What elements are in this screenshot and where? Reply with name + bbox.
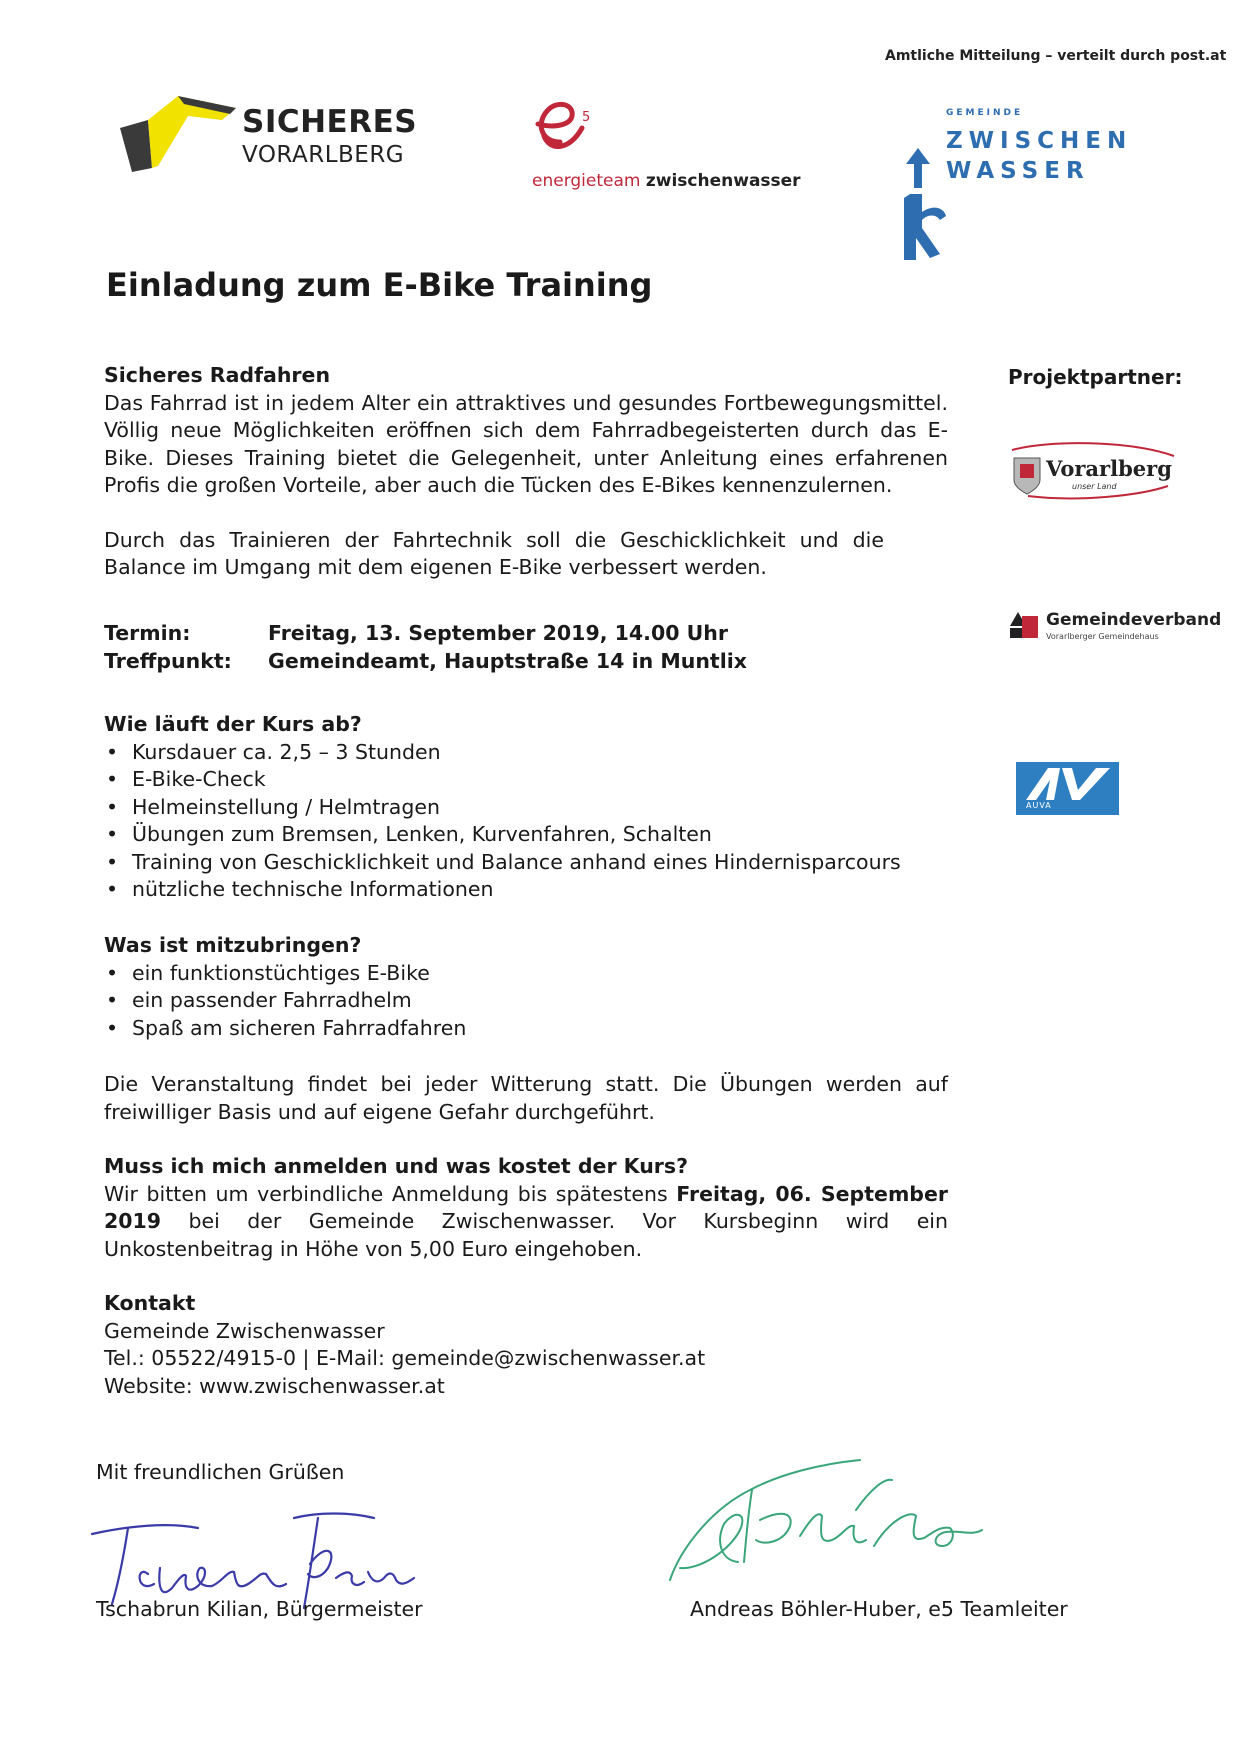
treffpunkt-value: Gemeindeamt, Hauptstraße 14 in Muntlix [268,648,747,673]
list-item: • Kursdauer ca. 2,5 – 3 Stunden [104,739,948,767]
registration-text-a: Wir bitten um verbindliche Anmeldung bis spätestens [104,1181,677,1206]
bring-heading: Was ist mitzubringen? [104,933,362,957]
signer-right-name: Andreas Böhler-Huber, e5 Teamleiter [690,1597,1068,1621]
termin-row [104,620,948,648]
sicheres-vorarlberg-line2: VORARLBERG [242,142,405,168]
contact-section [104,1290,948,1400]
list-item: • Helmeinstellung / Helmtragen [104,794,948,822]
greeting: Mit freundlichen Grüßen [96,1460,345,1484]
auva-name: AUVA [1026,801,1052,810]
official-notice: Amtliche Mitteilung – verteilt durch post.at [885,48,1227,64]
list-item: • ein passender Fahrradhelm [104,987,948,1015]
event-info [104,620,948,675]
registration-heading: Muss ich mich anmelden und was kostet der Kurs? [104,1154,689,1178]
list-item: • Übungen zum Bremsen, Lenken, Kurvenfahren, Schalten [104,821,948,849]
signer-left-name: Tschabrun Kilian, Bürgermeister [96,1597,423,1621]
page-title: Einladung zum E-Bike Training [106,266,653,304]
gemeindeverband-logo [1008,608,1222,648]
gemeinde-zwischenwasser-logo [900,106,1133,256]
weather-text: Die Veranstaltung findet bei jeder Witterung statt. Die Übungen werden auf freiwilliger Basis und auf eigene Gefahr durchgeführt. [104,1072,948,1124]
list-item: • Spaß am sicheren Fahrradfahren [104,1015,948,1043]
e5-caption-energieteam: energieteam [532,171,641,191]
termin-label: Termin: [104,621,191,645]
gemeinde-label: GEMEINDE [946,108,1024,118]
gemeinde-name-line2: WASSER [946,158,1090,184]
vorarlberg-subtitle: unser Land [1072,482,1117,491]
registration-deadline: Freitag, 06. September 2019 [104,1181,948,1233]
bring-list [104,960,948,1043]
gemeinde-name-line1: ZWISCHEN [946,128,1133,154]
list-item: • E-Bike-Check [104,766,948,794]
contact-heading: Kontakt [104,1291,196,1315]
e5-superscript: 5 [582,110,591,125]
e5-mark-icon [530,96,610,166]
contact-website: Website: www.zwischenwasser.at [104,1373,445,1398]
contact-tel-email: Tel.: 05522/4915-0 | E-Mail: gemeinde@zwischenwasser.at [104,1346,706,1370]
weather-note [104,1071,948,1126]
partners-title: Projektpartner: [1008,365,1183,389]
bring-section [104,932,948,1042]
list-item: • Training von Geschicklichkeit und Balance anhand eines Hindernisparcours [104,849,948,877]
vorarlberg-logo [1008,436,1178,502]
gemeindeverband-subtitle: Vorarlberger Gemeindehaus [1046,632,1159,641]
intro-paragraph-1: Das Fahrrad ist in jedem Alter ein attraktives und gesundes Fortbewegungsmittel. Völlig neue Möglichkeiten eröffnen sich dem Fahrradbegeisterten durch das E-Bike. Dieses Training bietet die Gelegenheit, unter Anleitung eines erfahrenen Profis die großen Vorteile, aber auch die Tücken des E-Bikes kennenzulernen. [104,390,948,497]
sicheres-vorarlberg-logo [118,90,418,180]
termin-value: Freitag, 13. September 2019, 14.00 Uhr [268,621,728,645]
registration-section [104,1153,948,1263]
sicheres-vorarlberg-line1: SICHERES [242,104,418,140]
registration-text-b: bei der Gemeinde Zwischenwasser. Vor Kursbeginn wird ein Unkostenbeitrag in Höhe von 5,00 Euro eingehoben. [104,1209,948,1261]
treffpunkt-row [104,648,948,676]
course-section [104,711,948,904]
auva-logo [1016,762,1119,815]
intro-section [104,362,948,582]
gemeindeverband-name: Gemeindeverband [1046,610,1222,630]
sicheres-vorarlberg-mark-icon [118,90,238,180]
intro-paragraph-2: Durch das Trainieren der Fahrtechnik soll die Geschicklichkeit und die Balance im Umgang mit dem eigenen E-Bike verbessert werden. [104,527,884,579]
vorarlberg-name: Vorarlberg [1046,456,1172,481]
gemeindeverband-mark-icon [1008,608,1044,642]
course-list [104,739,948,904]
signature-right-icon [660,1450,990,1590]
list-item: • nützliche technische Informationen [104,876,948,904]
e5-caption [532,171,801,191]
intro-heading: Sicheres Radfahren [104,363,331,387]
list-item: • ein funktionstüchtiges E-Bike [104,960,948,988]
course-heading: Wie läuft der Kurs ab? [104,712,362,736]
e5-energieteam-logo [530,96,820,196]
registration-text [104,1181,948,1264]
treffpunkt-label: Treffpunkt: [104,648,232,673]
e5-caption-zwischenwasser: zwischenwasser [645,171,801,191]
contact-org: Gemeinde Zwischenwasser [104,1318,385,1343]
